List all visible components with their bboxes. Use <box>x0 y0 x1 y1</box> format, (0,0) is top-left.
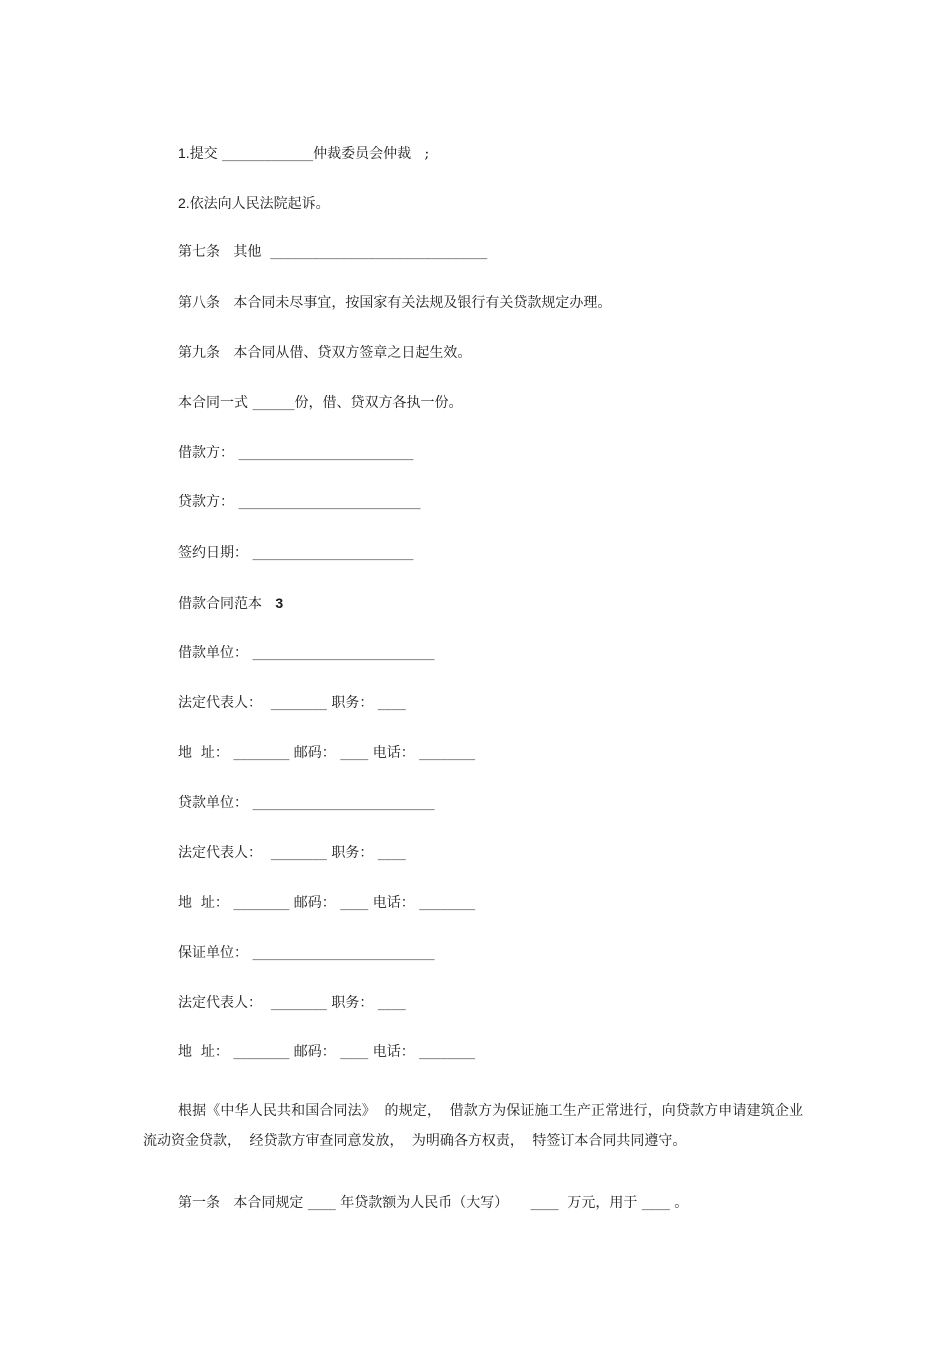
template-title <box>178 594 283 613</box>
lender-signature: 贷款方： __________________________ <box>178 494 421 510</box>
item-number: 1. <box>178 145 190 161</box>
article-8: 第八条 本合同未尽事宜，按国家有关法规及银行有关贷款规定办理。 <box>178 295 612 311</box>
article-7-other: 第七条 其他 _______________________________ <box>178 244 488 260</box>
template-title-text: 借款合同范本 <box>178 596 276 612</box>
clause-option-1 <box>178 144 429 163</box>
item-text: 提交 _____________仲裁委员会仲裁 ; <box>189 146 430 162</box>
lender-legal-rep: 法定代表人： ________ 职务： ____ <box>178 845 406 861</box>
clause-option-2 <box>178 194 330 213</box>
copies-statement: 本合同一式 ______份，借、贷双方各执一份。 <box>178 395 463 411</box>
lender-unit: 贷款单位： __________________________ <box>178 795 435 811</box>
borrower-address: 地 址： ________ 邮码： ____ 电话： ________ <box>178 745 476 761</box>
item-number: 2. <box>178 195 190 211</box>
article-1: 第一条 本合同规定 ____ 年贷款额为人民币（大写） ____ 万元，用于 ____ 。 <box>178 1195 689 1211</box>
signing-date: 签约日期： _______________________ <box>178 545 414 561</box>
contract-preamble: 根据《中华人民共和国合同法》 的规定， 借款方为保证施工生产正常进行，向贷款方申请建筑企业流动资金贷款， 经贷款方审查同意发放， 为明确各方权责， 特签订本合同共同遵守。 <box>143 1103 803 1149</box>
guarantor-address: 地 址： ________ 邮码： ____ 电话： ________ <box>178 1044 476 1060</box>
item-text: 依法向人民法院起诉。 <box>189 196 330 212</box>
borrower-signature: 借款方： _________________________ <box>178 445 414 461</box>
lender-address: 地 址： ________ 邮码： ____ 电话： ________ <box>178 895 476 911</box>
template-number: 3 <box>275 595 284 611</box>
borrower-unit: 借款单位： __________________________ <box>178 645 435 661</box>
borrower-legal-rep: 法定代表人： ________ 职务： ____ <box>178 695 406 711</box>
guarantor-unit: 保证单位： __________________________ <box>178 945 435 961</box>
guarantor-legal-rep: 法定代表人： ________ 职务： ____ <box>178 995 406 1011</box>
article-9: 第九条 本合同从借、贷双方签章之日起生效。 <box>178 345 472 361</box>
